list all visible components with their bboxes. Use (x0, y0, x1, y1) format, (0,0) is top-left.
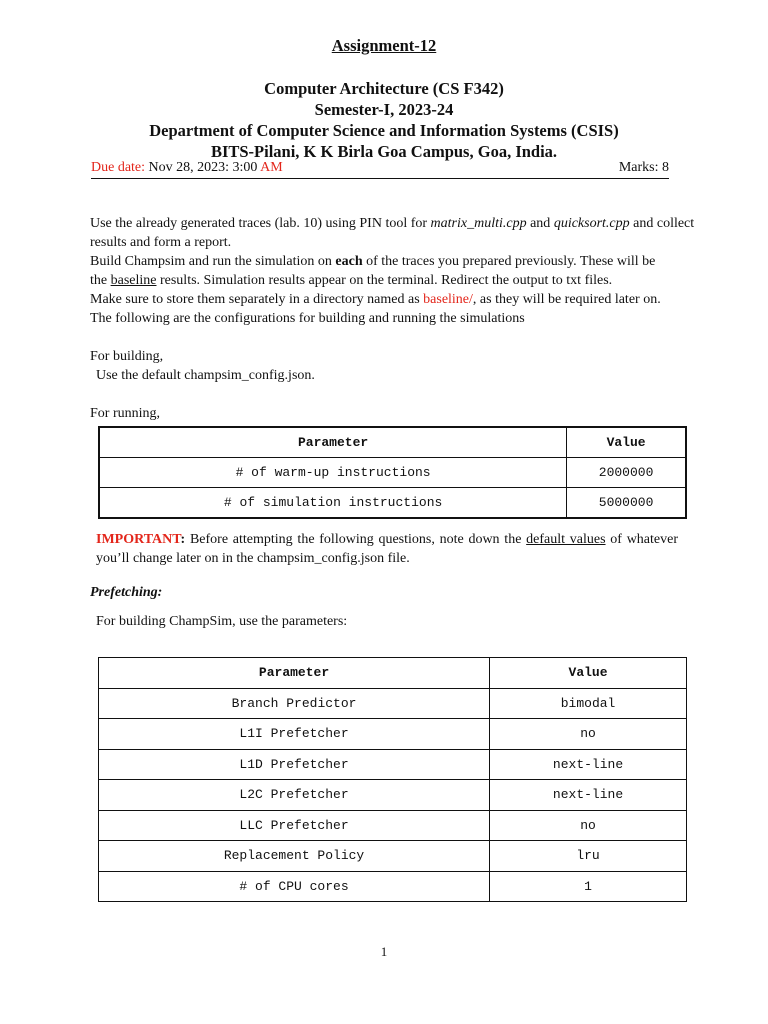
table-cell: L1D Prefetcher (99, 749, 490, 780)
table-cell: next-line (490, 780, 687, 811)
table-cell: no (490, 719, 687, 750)
table-cell: 2000000 (567, 458, 686, 488)
prefetching-intro: For building ChampSim, use the parameters: (96, 614, 348, 629)
table-cell: L1I Prefetcher (99, 719, 490, 750)
column-header-value: Value (490, 658, 687, 689)
table-row (99, 688, 687, 719)
intro-text: and (526, 216, 554, 231)
default-values-underlined: default values (526, 532, 606, 547)
table-cell: Replacement Policy (99, 841, 490, 872)
marks: Marks: 8 (618, 160, 669, 175)
building-detail: Use the default champsim_config.json. (96, 368, 315, 383)
intro-line-5 (90, 290, 690, 309)
important-line-1 (96, 530, 678, 549)
important-note (96, 530, 678, 568)
course-title: Computer Architecture (CS F342) (264, 79, 504, 98)
semester-line: Semester-I, 2023-24 (314, 100, 454, 119)
table-cell: LLC Prefetcher (99, 810, 490, 841)
table-cell: lru (490, 841, 687, 872)
building-label: For building, (90, 349, 164, 364)
due-date-value: Nov 28, 2023: 3:00 (145, 160, 261, 175)
table-header-row (99, 658, 687, 689)
build-config-table (98, 657, 687, 902)
table-row (99, 841, 687, 872)
important-line-2: you’ll change later on in the champsim_config.json file. (96, 551, 410, 566)
intro-line-3 (90, 252, 690, 271)
column-header-parameter: Parameter (99, 658, 490, 689)
table-cell: # of CPU cores (99, 871, 490, 902)
intro-text: of the traces you prepared previously. These will be (362, 254, 656, 269)
file-name: matrix_multi.cpp (430, 216, 527, 231)
intro-line-6: The following are the configurations for building and running the simulations (90, 311, 525, 326)
due-date-row (91, 160, 669, 179)
table-row (99, 810, 687, 841)
page-number: 1 (380, 944, 388, 959)
table-cell: # of warm-up instructions (99, 458, 567, 488)
table-row (99, 458, 686, 488)
intro-text: Use the already generated traces (lab. 10) using PIN tool for (90, 216, 431, 231)
table-cell: next-line (490, 749, 687, 780)
important-colon: : (180, 532, 186, 547)
file-name: quicksort.cpp (553, 216, 630, 231)
spacer (90, 328, 690, 347)
important-text: of whatever (605, 532, 679, 547)
intro-text: Make sure to store them separately in a directory named as (90, 292, 424, 307)
intro-text: , as they will be required later on. (472, 292, 661, 307)
assignment-title: Assignment-12 (331, 36, 437, 55)
due-date-label: Due date: (91, 160, 146, 175)
table-cell: bimodal (490, 688, 687, 719)
intro-line-4 (90, 271, 690, 290)
intro-text: results. Simulation results appear on the terminal. Redirect the output to txt files. (156, 273, 613, 288)
table-cell: no (490, 810, 687, 841)
intro-line-1 (90, 214, 695, 233)
campus-line: BITS-Pilani, K K Birla Goa Campus, Goa, India. (210, 142, 558, 161)
table-cell: L2C Prefetcher (99, 780, 490, 811)
important-text: Before attempting the following questions, note down the (185, 532, 527, 547)
emphasis: each (335, 254, 363, 269)
baseline-dir: baseline/ (423, 292, 473, 307)
prefetching-heading: Prefetching: (90, 585, 163, 600)
table-row (99, 871, 687, 902)
run-config-table (98, 426, 687, 519)
intro-text: Build Champsim and run the simulation on (90, 254, 336, 269)
intro-line-2: results and form a report. (90, 235, 232, 250)
table-row (99, 488, 686, 519)
due-date-suffix: AM (260, 160, 283, 175)
table-cell: 5000000 (567, 488, 686, 519)
baseline-underlined: baseline (110, 273, 157, 288)
table-header-row (99, 427, 686, 458)
department-line: Department of Computer Science and Information Systems (CSIS) (149, 121, 619, 140)
intro-text: the (90, 273, 111, 288)
intro-text: and collect (629, 216, 695, 231)
table-row (99, 780, 687, 811)
table-cell: 1 (490, 871, 687, 902)
table-cell: Branch Predictor (99, 688, 490, 719)
table-row (99, 749, 687, 780)
spacer (90, 385, 690, 404)
running-label: For running, (90, 406, 160, 421)
important-label: IMPORTANT (96, 532, 181, 547)
intro-paragraph (90, 214, 695, 423)
table-cell: # of simulation instructions (99, 488, 567, 519)
column-header-value: Value (567, 427, 686, 458)
column-header-parameter: Parameter (99, 427, 567, 458)
table-row (99, 719, 687, 750)
